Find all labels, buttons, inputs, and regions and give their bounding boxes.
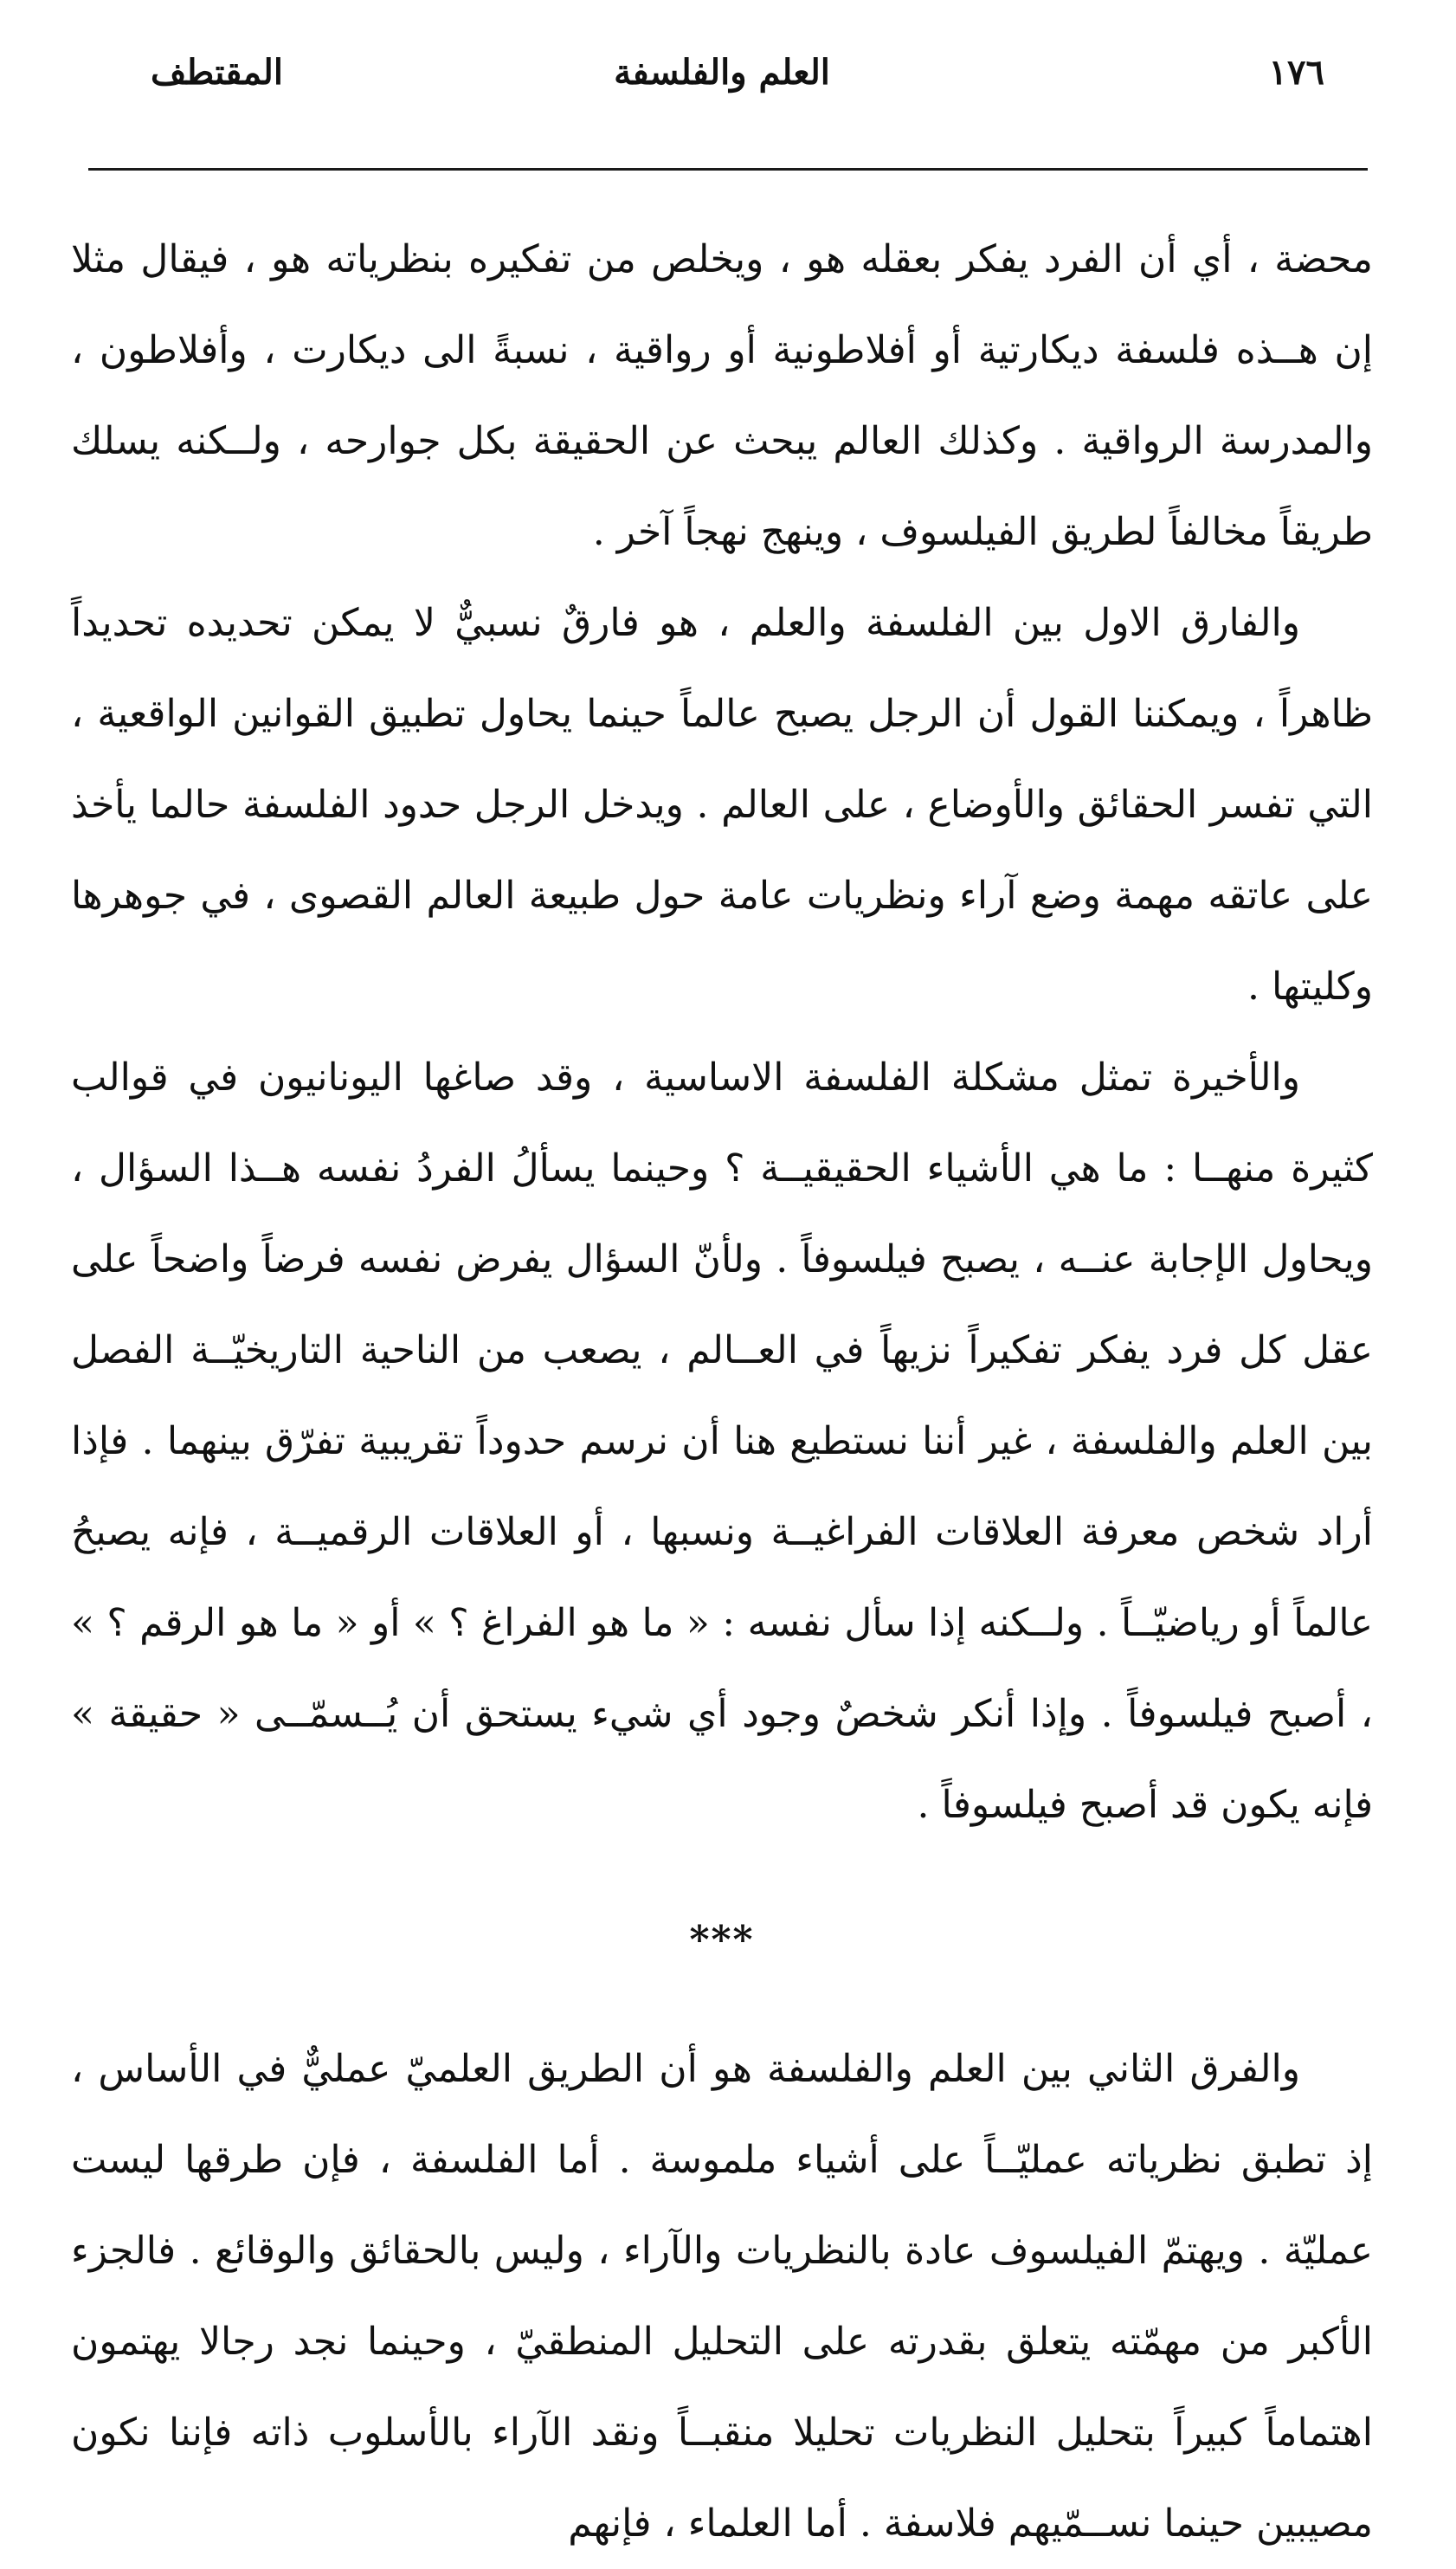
running-header bbox=[71, 35, 1373, 111]
page-number: ١٧٦ bbox=[1268, 52, 1324, 93]
paragraph-3: والأخيرة تمثل مشكلة الفلسفة الاساسية ، وقد صاغها اليونانيون في قوالب كثيرة منهــا : ما هي الأشياء الحقيقيــة ؟ وحينما يسألُ الفردُ نفسه هــذا السؤال ، ويحاول الإجابة عنــه ، يصبح فيلسوفاً . ولأنّ السؤال يفرض نفسه فرضاً واضحاً على عقل كل فرد يفكر تفكيراً نزيهاً في العــالم ، يصعب من الناحية التاريخيّــة الفصل بين العلم والفلسفة ، غير أننا نستطيع هنا أن نرسم حدوداً تقريبية تفرّق بينهما . فإذا أراد شخص معرفة العلاقات الفراغيــة ونسبها ، أو العلاقات الرقميــة ، فإنه يصبحُ عالماً أو رياضيّــاً . ولــكنه إذا سأل نفسه : « ما هو الفراغ ؟ » أو « ما هو الرقم ؟ » ، أصبح فيلسوفاً . وإذا أنكر شخصٌ وجود أي شيء يستحق أن يُــسمّــى « حقيقة » فإنه يكون قد أصبح فيلسوفاً . bbox=[71, 1055, 1373, 1827]
header-rule bbox=[88, 168, 1368, 171]
running-title: العلم والفلسفة bbox=[614, 52, 830, 93]
paragraph-4: والفرق الثاني بين العلم والفلسفة هو أن الطريق العلميّ عمليٌّ في الأساس ، إذ تطبق نظرياته عمليّــاً على أشياء ملموسة . أما الفلسفة ، فإن طرقها ليست عمليّة . ويهتمّ الفيلسوف عادة بالنظريات والآراء ، وليس بالحقائق والوقائع . فالجزء الأكبر من مهمّته يتعلق بقدرته على التحليل المنطقيّ ، وحينما نجد رجالا يهتمون اهتماماً كبيراً بتحليل النظريات تحليلا منقبــاً ونقد الآراء بالأسلوب ذاته فإننا نكون مصيبين حينما نســمّيهم فلاسفة . أما العلماء ، فإنهم bbox=[71, 2047, 1373, 2546]
paragraph-2: والفارق الاول بين الفلسفة والعلم ، هو فارقٌ نسبيٌّ لا يمكن تحديده تحديداً ظاهراً ، ويمكننا القول أن الرجل يصبح عالماً حينما يحاول تطبيق القوانين الواقعية ، التي تفسر الحقائق والأوضاع ، على العالم . ويدخل الرجل حدود الفلسفة حالما يأخذ على عاتقه مهمة وضع آراء ونظريات عامة حول طبيعة العالم القصوى ، في جوهرها وكليتها . bbox=[71, 601, 1373, 1009]
paragraph-1: محضة ، أي أن الفرد يفكر بعقله هو ، ويخلص من تفكيره بنظرياته هو ، فيقال مثلا إن هــذه فلسفة ديكارتية أو أفلاطونية أو رواقية ، نسبةً الى ديكارت ، وأفلاطون ، والمدرسة الرواقية . وكذلك العالم يبحث عن الحقيقة بكل جوارحه ، ولــكنه يسلك طريقاً مخالفاً لطريق الفيلسوف ، وينهج نهجاً آخر . bbox=[71, 237, 1373, 554]
journal-name: المقتطف bbox=[151, 52, 283, 93]
section-separator: *** bbox=[689, 1918, 755, 1962]
article-body bbox=[71, 214, 1373, 2569]
